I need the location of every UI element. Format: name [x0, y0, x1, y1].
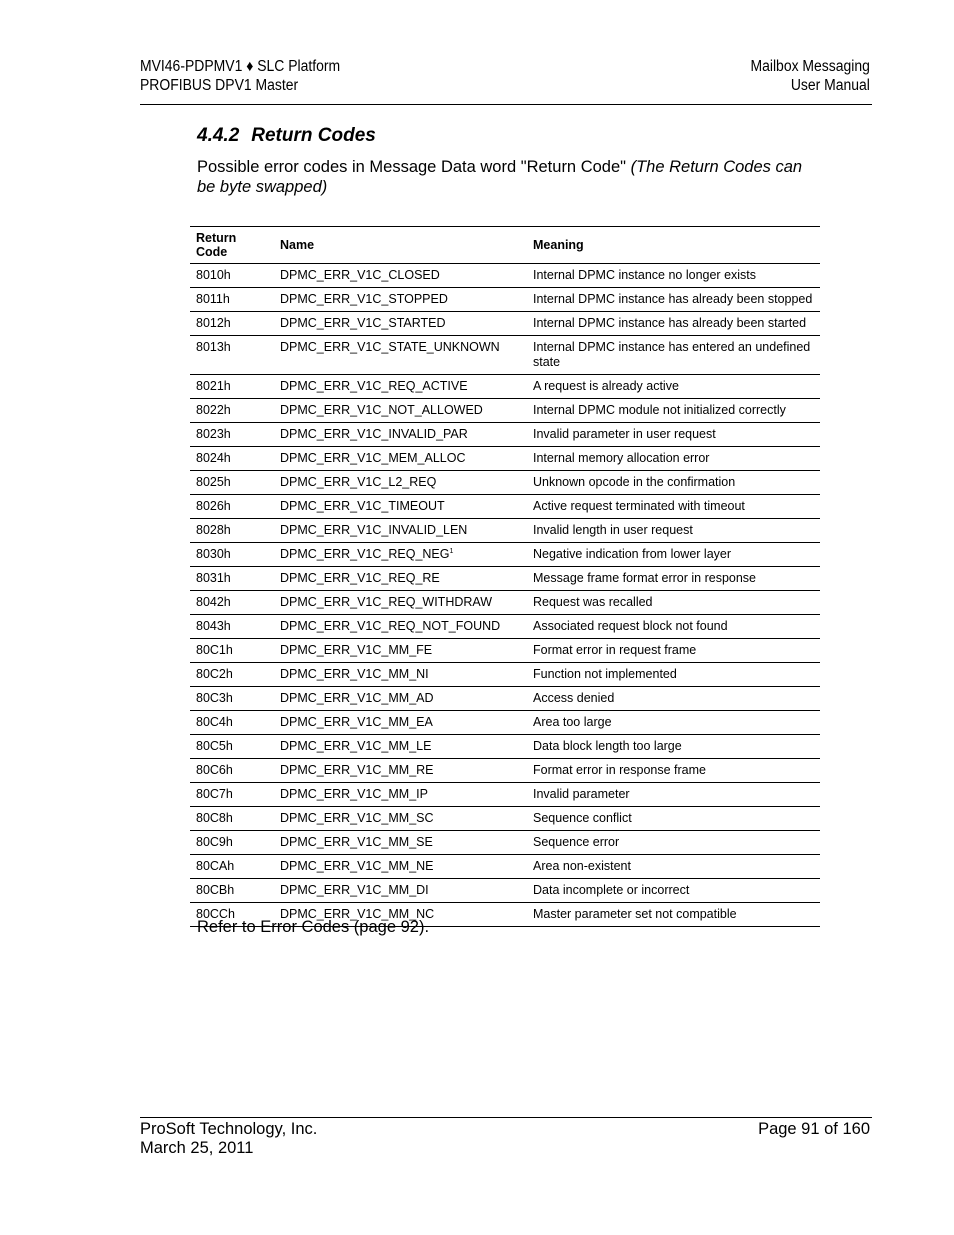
intro-italic-note: (The Return Codes can be byte swapped)	[197, 158, 803, 196]
cell-name-text: DPMC_ERR_V1C_MM_SE	[280, 835, 433, 849]
cell-meaning: Sequence error	[527, 831, 820, 855]
table-row	[190, 687, 820, 711]
cell-name	[274, 312, 527, 336]
intro-text: Possible error codes in Message Data word "Return Code"	[197, 158, 631, 176]
footer-date: March 25, 2011	[140, 1139, 254, 1157]
cell-meaning: Internal DPMC instance has already been started	[527, 312, 820, 336]
cell-return-code: 8031h	[190, 567, 274, 591]
cell-name-text: DPMC_ERR_V1C_NOT_ALLOWED	[280, 403, 483, 417]
cell-name-text: DPMC_ERR_V1C_REQ_WITHDRAW	[280, 595, 493, 609]
cell-name	[274, 336, 527, 375]
header-subtitle: PROFIBUS DPV1 Master	[140, 77, 299, 94]
page-footer	[140, 1120, 870, 1158]
cell-return-code: 80C8h	[190, 807, 274, 831]
cell-meaning: Associated request block not found	[527, 615, 820, 639]
cell-name-text: DPMC_ERR_V1C_MM_IP	[280, 787, 428, 801]
header-line-2	[140, 76, 870, 95]
cell-name	[274, 783, 527, 807]
cell-name	[274, 567, 527, 591]
table-row	[190, 423, 820, 447]
cell-meaning: Internal DPMC instance has already been stopped	[527, 288, 820, 312]
cell-name	[274, 471, 527, 495]
cell-return-code: 80CAh	[190, 855, 274, 879]
cell-name	[274, 855, 527, 879]
cell-name-text: DPMC_ERR_V1C_REQ_NOT_FOUND	[280, 619, 501, 633]
cell-name-text: DPMC_ERR_V1C_STOPPED	[280, 292, 448, 306]
cell-name	[274, 663, 527, 687]
footnote-marker: 1	[449, 547, 454, 555]
cell-name	[274, 375, 527, 399]
cell-meaning: Data incomplete or incorrect	[527, 879, 820, 903]
footer-page-number: Page 91 of 160	[758, 1120, 870, 1138]
table-row	[190, 312, 820, 336]
section-heading	[197, 125, 376, 147]
cell-meaning: Internal memory allocation error	[527, 447, 820, 471]
table-row	[190, 879, 820, 903]
cell-name-text: DPMC_ERR_V1C_MM_AD	[280, 691, 434, 705]
cell-name	[274, 615, 527, 639]
cell-return-code: 8028h	[190, 519, 274, 543]
cell-return-code: 80CCh	[190, 903, 274, 927]
cell-return-code: 8042h	[190, 591, 274, 615]
cell-return-code: 80C2h	[190, 663, 274, 687]
cell-name-text: DPMC_ERR_V1C_MM_NE	[280, 859, 434, 873]
cell-name-text: DPMC_ERR_V1C_REQ_RE	[280, 571, 440, 585]
section-title: Return Codes	[251, 125, 376, 146]
cell-name	[274, 639, 527, 663]
cell-return-code: 8013h	[190, 336, 274, 375]
header-doc-type: User Manual	[790, 77, 870, 94]
cell-meaning: Internal DPMC instance has entered an undefined state	[527, 336, 820, 375]
cell-name	[274, 831, 527, 855]
cell-name-text: DPMC_ERR_V1C_STARTED	[280, 316, 446, 330]
cell-name	[274, 423, 527, 447]
cell-name	[274, 264, 527, 288]
cell-name	[274, 759, 527, 783]
header-meaning: Meaning	[527, 227, 820, 264]
cell-return-code: 8022h	[190, 399, 274, 423]
cell-return-code: 80C3h	[190, 687, 274, 711]
header-line-1	[140, 57, 870, 76]
table-row	[190, 783, 820, 807]
table-row	[190, 471, 820, 495]
cell-name	[274, 735, 527, 759]
table-row	[190, 567, 820, 591]
cell-meaning: Format error in response frame	[527, 759, 820, 783]
cell-meaning: Unknown opcode in the confirmation	[527, 471, 820, 495]
intro-paragraph	[197, 157, 817, 197]
table-row	[190, 663, 820, 687]
cell-meaning: Internal DPMC instance no longer exists	[527, 264, 820, 288]
table-row	[190, 639, 820, 663]
table-row	[190, 264, 820, 288]
cell-meaning: Access denied	[527, 687, 820, 711]
cell-meaning: Data block length too large	[527, 735, 820, 759]
footer-line-1	[140, 1120, 870, 1139]
cell-name-text: DPMC_ERR_V1C_MM_NC	[280, 907, 435, 921]
table-row	[190, 519, 820, 543]
cell-return-code: 8012h	[190, 312, 274, 336]
table-row	[190, 735, 820, 759]
table-row	[190, 495, 820, 519]
cell-name	[274, 399, 527, 423]
cell-name-text: DPMC_ERR_V1C_MM_FE	[280, 643, 433, 657]
cell-name-text: DPMC_ERR_V1C_REQ_NEG	[280, 547, 450, 561]
cell-name	[274, 495, 527, 519]
cell-return-code: 8023h	[190, 423, 274, 447]
cell-name	[274, 807, 527, 831]
cell-name	[274, 543, 527, 567]
cell-meaning: Message frame format error in response	[527, 567, 820, 591]
table-row	[190, 591, 820, 615]
cell-meaning: A request is already active	[527, 375, 820, 399]
return-codes-table	[190, 226, 820, 927]
table-row	[190, 543, 820, 567]
cell-meaning: Internal DPMC module not initialized correctly	[527, 399, 820, 423]
cell-name	[274, 447, 527, 471]
cell-return-code: 8025h	[190, 471, 274, 495]
cell-name-text: DPMC_ERR_V1C_INVALID_PAR	[280, 427, 468, 441]
table-header-row	[190, 227, 820, 264]
cell-name-text: DPMC_ERR_V1C_INVALID_LEN	[280, 523, 468, 537]
cell-meaning: Function not implemented	[527, 663, 820, 687]
cell-return-code: 8026h	[190, 495, 274, 519]
footer-divider	[140, 1117, 872, 1118]
cell-name-text: DPMC_ERR_V1C_L2_REQ	[280, 475, 437, 489]
cell-return-code: 80C6h	[190, 759, 274, 783]
cell-return-code: 8024h	[190, 447, 274, 471]
cell-name-text: DPMC_ERR_V1C_MM_NI	[280, 667, 429, 681]
cell-meaning: Format error in request frame	[527, 639, 820, 663]
table-row	[190, 399, 820, 423]
cell-name	[274, 711, 527, 735]
cell-name	[274, 687, 527, 711]
cell-meaning: Invalid parameter	[527, 783, 820, 807]
header-divider	[140, 104, 872, 105]
cell-return-code: 80C7h	[190, 783, 274, 807]
footer-company: ProSoft Technology, Inc.	[140, 1120, 318, 1138]
cell-name-text: DPMC_ERR_V1C_MM_RE	[280, 763, 434, 777]
page-header	[140, 57, 870, 95]
cell-meaning: Master parameter set not compatible	[527, 903, 820, 927]
cell-name-text: DPMC_ERR_V1C_MM_LE	[280, 739, 432, 753]
refer-link-text[interactable]: Refer to Error Codes (page 92).	[197, 918, 430, 936]
table-row	[190, 375, 820, 399]
table-row	[190, 855, 820, 879]
section-number: 4.4.2	[197, 125, 240, 146]
cell-meaning: Area non-existent	[527, 855, 820, 879]
cell-return-code: 80C9h	[190, 831, 274, 855]
cell-return-code: 80CBh	[190, 879, 274, 903]
cell-name-text: DPMC_ERR_V1C_STATE_UNKNOWN	[280, 340, 500, 354]
cell-name-text: DPMC_ERR_V1C_MM_EA	[280, 715, 433, 729]
cell-meaning: Sequence conflict	[527, 807, 820, 831]
cell-return-code: 8030h	[190, 543, 274, 567]
header-return-code: Return Code	[190, 227, 274, 264]
cell-meaning: Invalid parameter in user request	[527, 423, 820, 447]
table-row	[190, 336, 820, 375]
cell-meaning: Invalid length in user request	[527, 519, 820, 543]
cell-return-code: 8010h	[190, 264, 274, 288]
footer-line-2	[140, 1139, 870, 1158]
header-name: Name	[274, 227, 527, 264]
cell-name	[274, 591, 527, 615]
cell-return-code: 80C1h	[190, 639, 274, 663]
cell-name-text: DPMC_ERR_V1C_MEM_ALLOC	[280, 451, 466, 465]
cell-return-code: 8011h	[190, 288, 274, 312]
cell-return-code: 8043h	[190, 615, 274, 639]
table-row	[190, 831, 820, 855]
cell-name	[274, 288, 527, 312]
cell-name	[274, 519, 527, 543]
header-product: MVI46-PDPMV1 ♦ SLC Platform	[140, 58, 341, 75]
cell-name-text: DPMC_ERR_V1C_CLOSED	[280, 268, 440, 282]
cell-meaning: Area too large	[527, 711, 820, 735]
cell-return-code: 80C5h	[190, 735, 274, 759]
cell-return-code: 80C4h	[190, 711, 274, 735]
table-body	[190, 264, 820, 927]
cell-name-text: DPMC_ERR_V1C_REQ_ACTIVE	[280, 379, 468, 393]
table-row	[190, 288, 820, 312]
cell-name-text: DPMC_ERR_V1C_MM_SC	[280, 811, 434, 825]
cell-name	[274, 879, 527, 903]
table-row	[190, 615, 820, 639]
table-row	[190, 807, 820, 831]
table-row	[190, 711, 820, 735]
cell-meaning: Active request terminated with timeout	[527, 495, 820, 519]
table-row	[190, 447, 820, 471]
cell-meaning: Negative indication from lower layer	[527, 543, 820, 567]
cell-name-text: DPMC_ERR_V1C_TIMEOUT	[280, 499, 445, 513]
cell-return-code: 8021h	[190, 375, 274, 399]
cell-name-text: DPMC_ERR_V1C_MM_DI	[280, 883, 429, 897]
table-row	[190, 759, 820, 783]
cell-meaning: Request was recalled	[527, 591, 820, 615]
header-chapter: Mailbox Messaging	[750, 58, 870, 75]
